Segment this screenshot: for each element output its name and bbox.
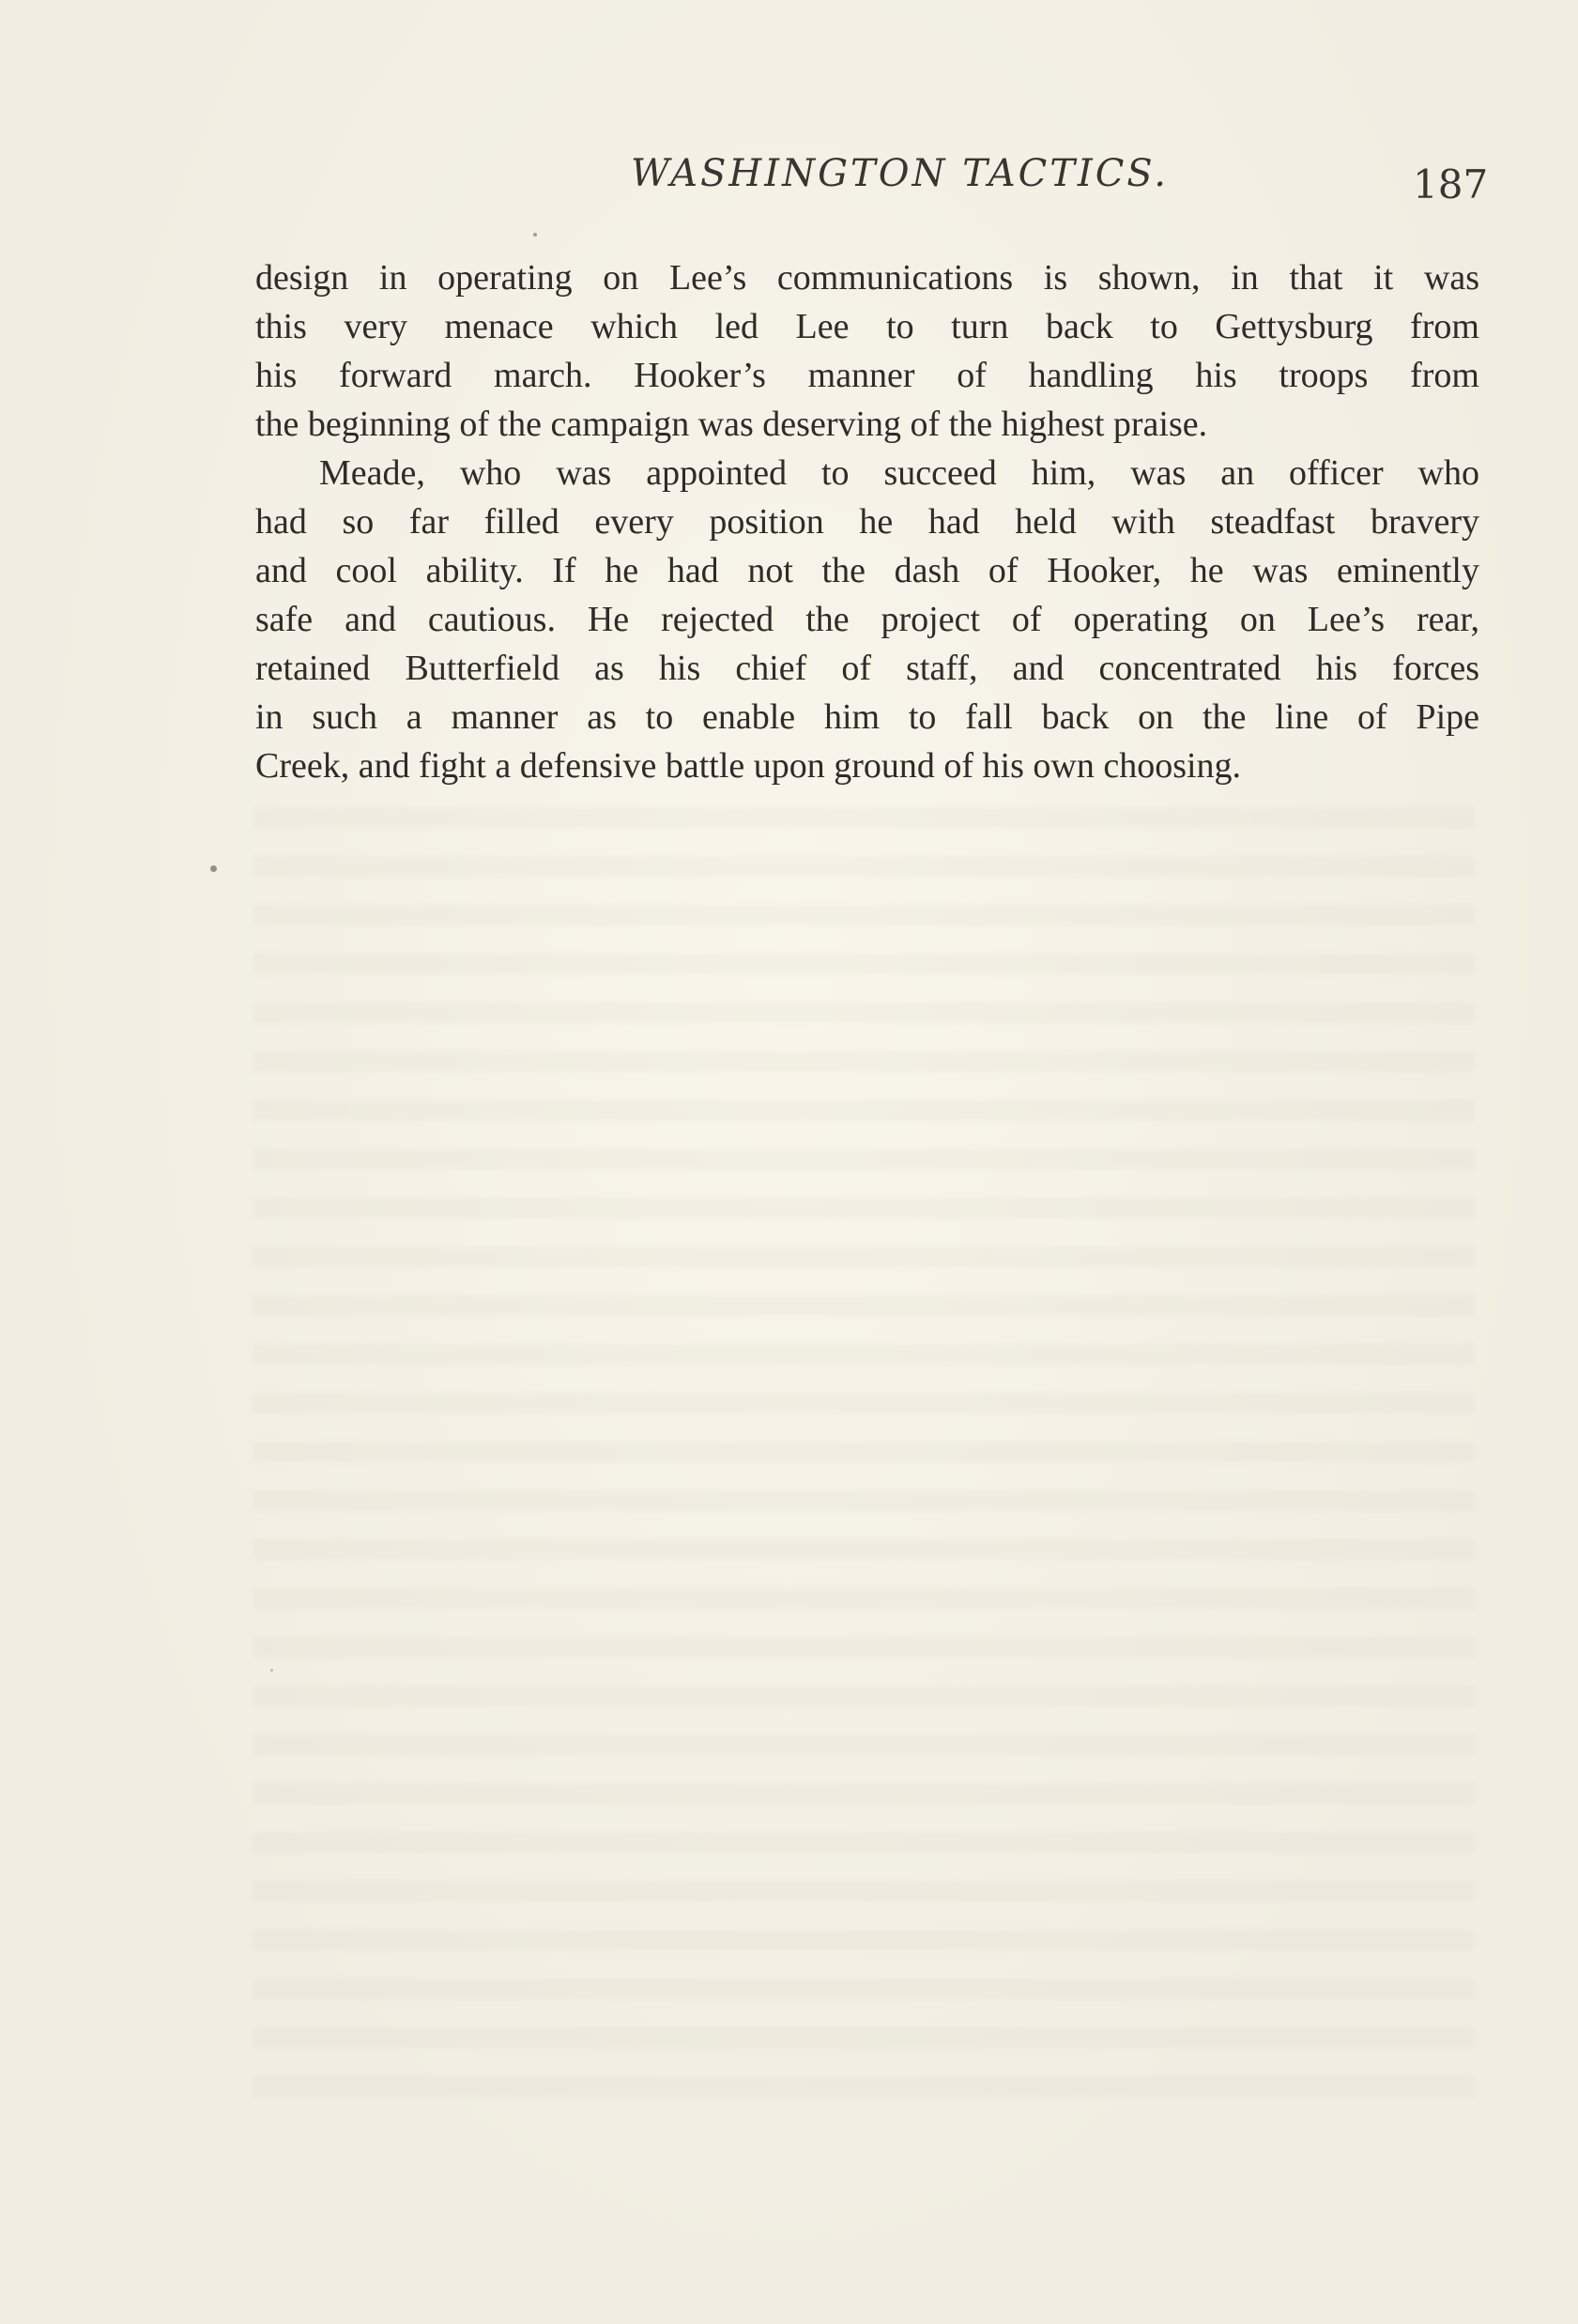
text-line: had so far filled every position he had held with steadfast bravery xyxy=(255,502,1479,542)
text-line: Creek, and fight a defensive battle upon ground of his own choosing. xyxy=(255,746,1242,786)
text-line: and cool ability. If he had not the dash of Hooker, he was eminently xyxy=(255,551,1479,590)
show-through-text xyxy=(253,807,1474,2121)
text-line: in such a manner as to enable him to fall back on the line of Pipe xyxy=(255,697,1479,737)
text-line: retained Butterfield as his chief of staff, and concentrated his forces xyxy=(255,649,1479,688)
text-line: safe and cautious. He rejected the project of operating on Lee’s rear, xyxy=(255,600,1479,639)
text-line: Meade, who was appointed to succeed him, was an officer who xyxy=(319,453,1479,493)
page-number: 187 xyxy=(1413,161,1489,207)
paper-speck xyxy=(210,865,217,872)
text-line: his forward march. Hooker’s manner of handling his troops from xyxy=(255,356,1479,395)
page-header xyxy=(0,150,1578,206)
paper-speck xyxy=(533,233,537,237)
text-line: design in operating on Lee’s communications is shown, in that it was xyxy=(255,258,1479,298)
body-text xyxy=(255,253,1479,790)
text-line: this very menace which led Lee to turn back to Gettysburg from xyxy=(255,307,1479,346)
paper-speck xyxy=(270,1669,273,1672)
running-title: WASHINGTON TACTICS. xyxy=(631,152,1169,195)
text-line: the beginning of the campaign was deserving of the highest praise. xyxy=(255,405,1208,444)
